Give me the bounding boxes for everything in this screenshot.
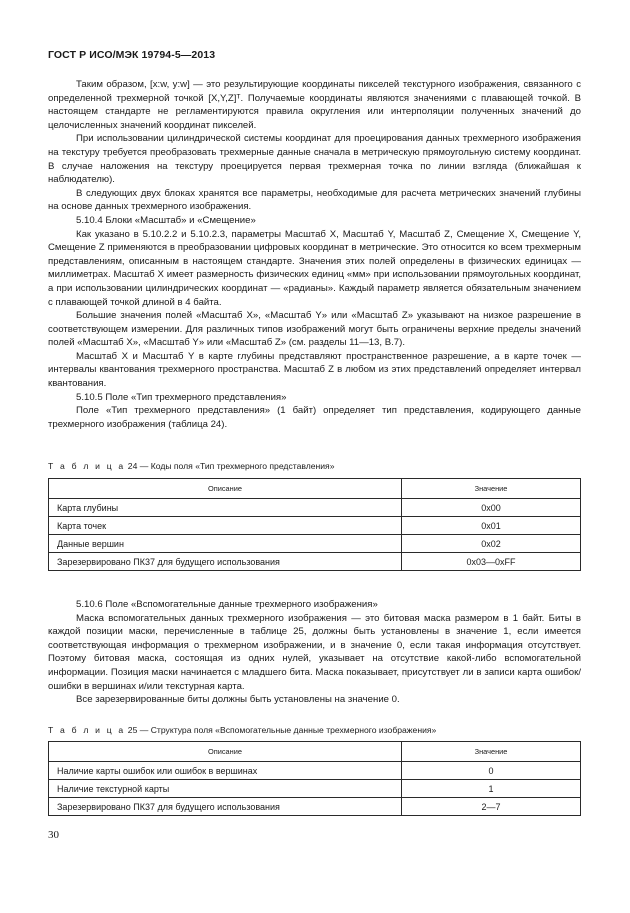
body-text-block-2 (48, 598, 581, 707)
table-caption-label: Т а б л и ц а (48, 725, 126, 735)
table-row (49, 535, 581, 553)
table-caption-text: 25 — Структура поля «Вспомогательные данные трехмерного изображения» (127, 725, 437, 735)
column-header: Описание (49, 479, 402, 499)
table-cell: 0x01 (402, 517, 581, 535)
body-text-block-1 (48, 78, 581, 431)
section-heading: 5.10.5 Поле «Тип трехмерного представления» (76, 391, 287, 403)
table-cell: Зарезервировано ПК37 для будущего использования (49, 553, 402, 571)
paragraph: Маска вспомогательных данных трехмерного изображения — это битовая маска размером в 1 байт. Биты в каждой позиции маски, перечисленные в таблице 25, должны быть установлены в значение 1, если имеется соответствующая информация о трехмерном изображении, и в значение 0, если такая информация отсутствует. Поэтому битовая маска, состоящая из одних нулей, указывает на отсутствие какой-либо вспомогательной информации. Позиция маски начинается с младшего бита. Маска показывает, присутствует ли в записи карта ошибок/ошибки в вершинах и/или текстурная карта. (48, 612, 581, 692)
paragraph: Большие значения полей «Масштаб X», «Масштаб Y» или «Масштаб Z» указывают на низкое разрешение в соответствующем измерении. Для различных типов изображений могут быть ограничены верхние пределы значений полей «Масштаб X», «Масштаб Y» или «Масштаб Z» (см. разделы 11—13, B.7). (48, 310, 581, 349)
table-cell: 0x00 (402, 499, 581, 517)
section-heading: 5.10.6 Поле «Вспомогательные данные трехмерного изображения» (76, 599, 378, 610)
table-25-caption (48, 725, 436, 735)
table-caption-label: Т а б л и ц а (48, 461, 126, 471)
table-row (49, 517, 581, 535)
table-cell: Карта глубины (49, 499, 402, 517)
table-cell: 0x03—0xFF (402, 553, 581, 571)
table-row (49, 780, 581, 798)
table-cell: Наличие карты ошибок или ошибок в вершинах (49, 762, 402, 780)
paragraph: Поле «Тип трехмерного представления» (1 байт) определяет тип представления, кодирующего данные трехмерного изображения (таблица 24). (48, 405, 581, 430)
table-24-caption (48, 461, 335, 471)
table-25 (48, 741, 581, 816)
table-cell: 0 (402, 762, 581, 780)
paragraph: В следующих двух блоках хранятся все параметры, необходимые для расчета метрических значений глубины на основе данных трехмерного изображения. (48, 187, 581, 213)
document-header: ГОСТ Р ИСО/МЭК 19794-5—2013 (48, 49, 216, 61)
table-24 (48, 478, 581, 571)
paragraph: Масштаб X и Масштаб Y в карте глубины представляют пространственное разрешение, а в карте точек — интервалы квантования трехмерного пространства. Масштаб Z в любом из этих представлений определяет интервал квантования. (48, 350, 581, 390)
paragraph: Все зарезервированные биты должны быть установлены на значение 0. (76, 694, 400, 706)
table-caption-text: 24 — Коды поля «Тип трехмерного представления» (127, 461, 335, 471)
table-row (49, 798, 581, 816)
table-row (49, 499, 581, 517)
paragraph: Таким образом, [x:w, y:w] — это результирующие координаты пикселей текстурного изображения, связанного с определенной трехмерной точкой [X,Y,Z]ᵀ. Получаемые координаты являются значениями с плавающей точкой. В настоящем стандарте не регламентируются правила округления или интерполяции полученных значений до целочисленных значений координат пикселей. (48, 79, 581, 131)
column-header: Значение (402, 479, 581, 499)
column-header: Значение (402, 742, 581, 762)
table-cell: 2—7 (402, 798, 581, 816)
column-header: Описание (49, 742, 402, 762)
table-cell: Карта точек (49, 517, 402, 535)
paragraph: При использовании цилиндрической системы координат для проецирования данных трехмерного изображения на текстуру требуется преобразовать трехмерные данные сначала в метрическую прямоугольную систему координат. В случае наложения на текстуру проецируется первая трехмерная точка по линии взгляда (ближайшая к наблюдателю). (48, 133, 581, 186)
table-header-row (49, 742, 581, 762)
table-header-row (49, 479, 581, 499)
page-number: 30 (48, 829, 59, 841)
table-cell: 0x02 (402, 535, 581, 553)
table-cell: Данные вершин (49, 535, 402, 553)
paragraph: Как указано в 5.10.2.2 и 5.10.2.3, параметры Масштаб X, Масштаб Y, Масштаб Z, Смещение X, Смещение Y, Смещение Z применяются в преобразовании цифровых координат в метрические. Это относится ко всем трехмерным представлениям, описанным в настоящем стандарте. Значения этих полей определены в физических единицах — миллиметрах. Масштаб X имеет размерность физических единиц «мм» при использовании прямоугольных координат, а при использовании цилиндрических координат — «радианы». Каждый параметр является обязательным значением с плавающей точкой длиной в 4 байта. (48, 228, 581, 308)
table-cell: 1 (402, 780, 581, 798)
table-cell: Зарезервировано ПК37 для будущего использования (49, 798, 402, 816)
table-row (49, 762, 581, 780)
section-heading: 5.10.4 Блоки «Масштаб» и «Смещение» (76, 214, 256, 226)
table-row (49, 553, 581, 571)
table-cell: Наличие текстурной карты (49, 780, 402, 798)
